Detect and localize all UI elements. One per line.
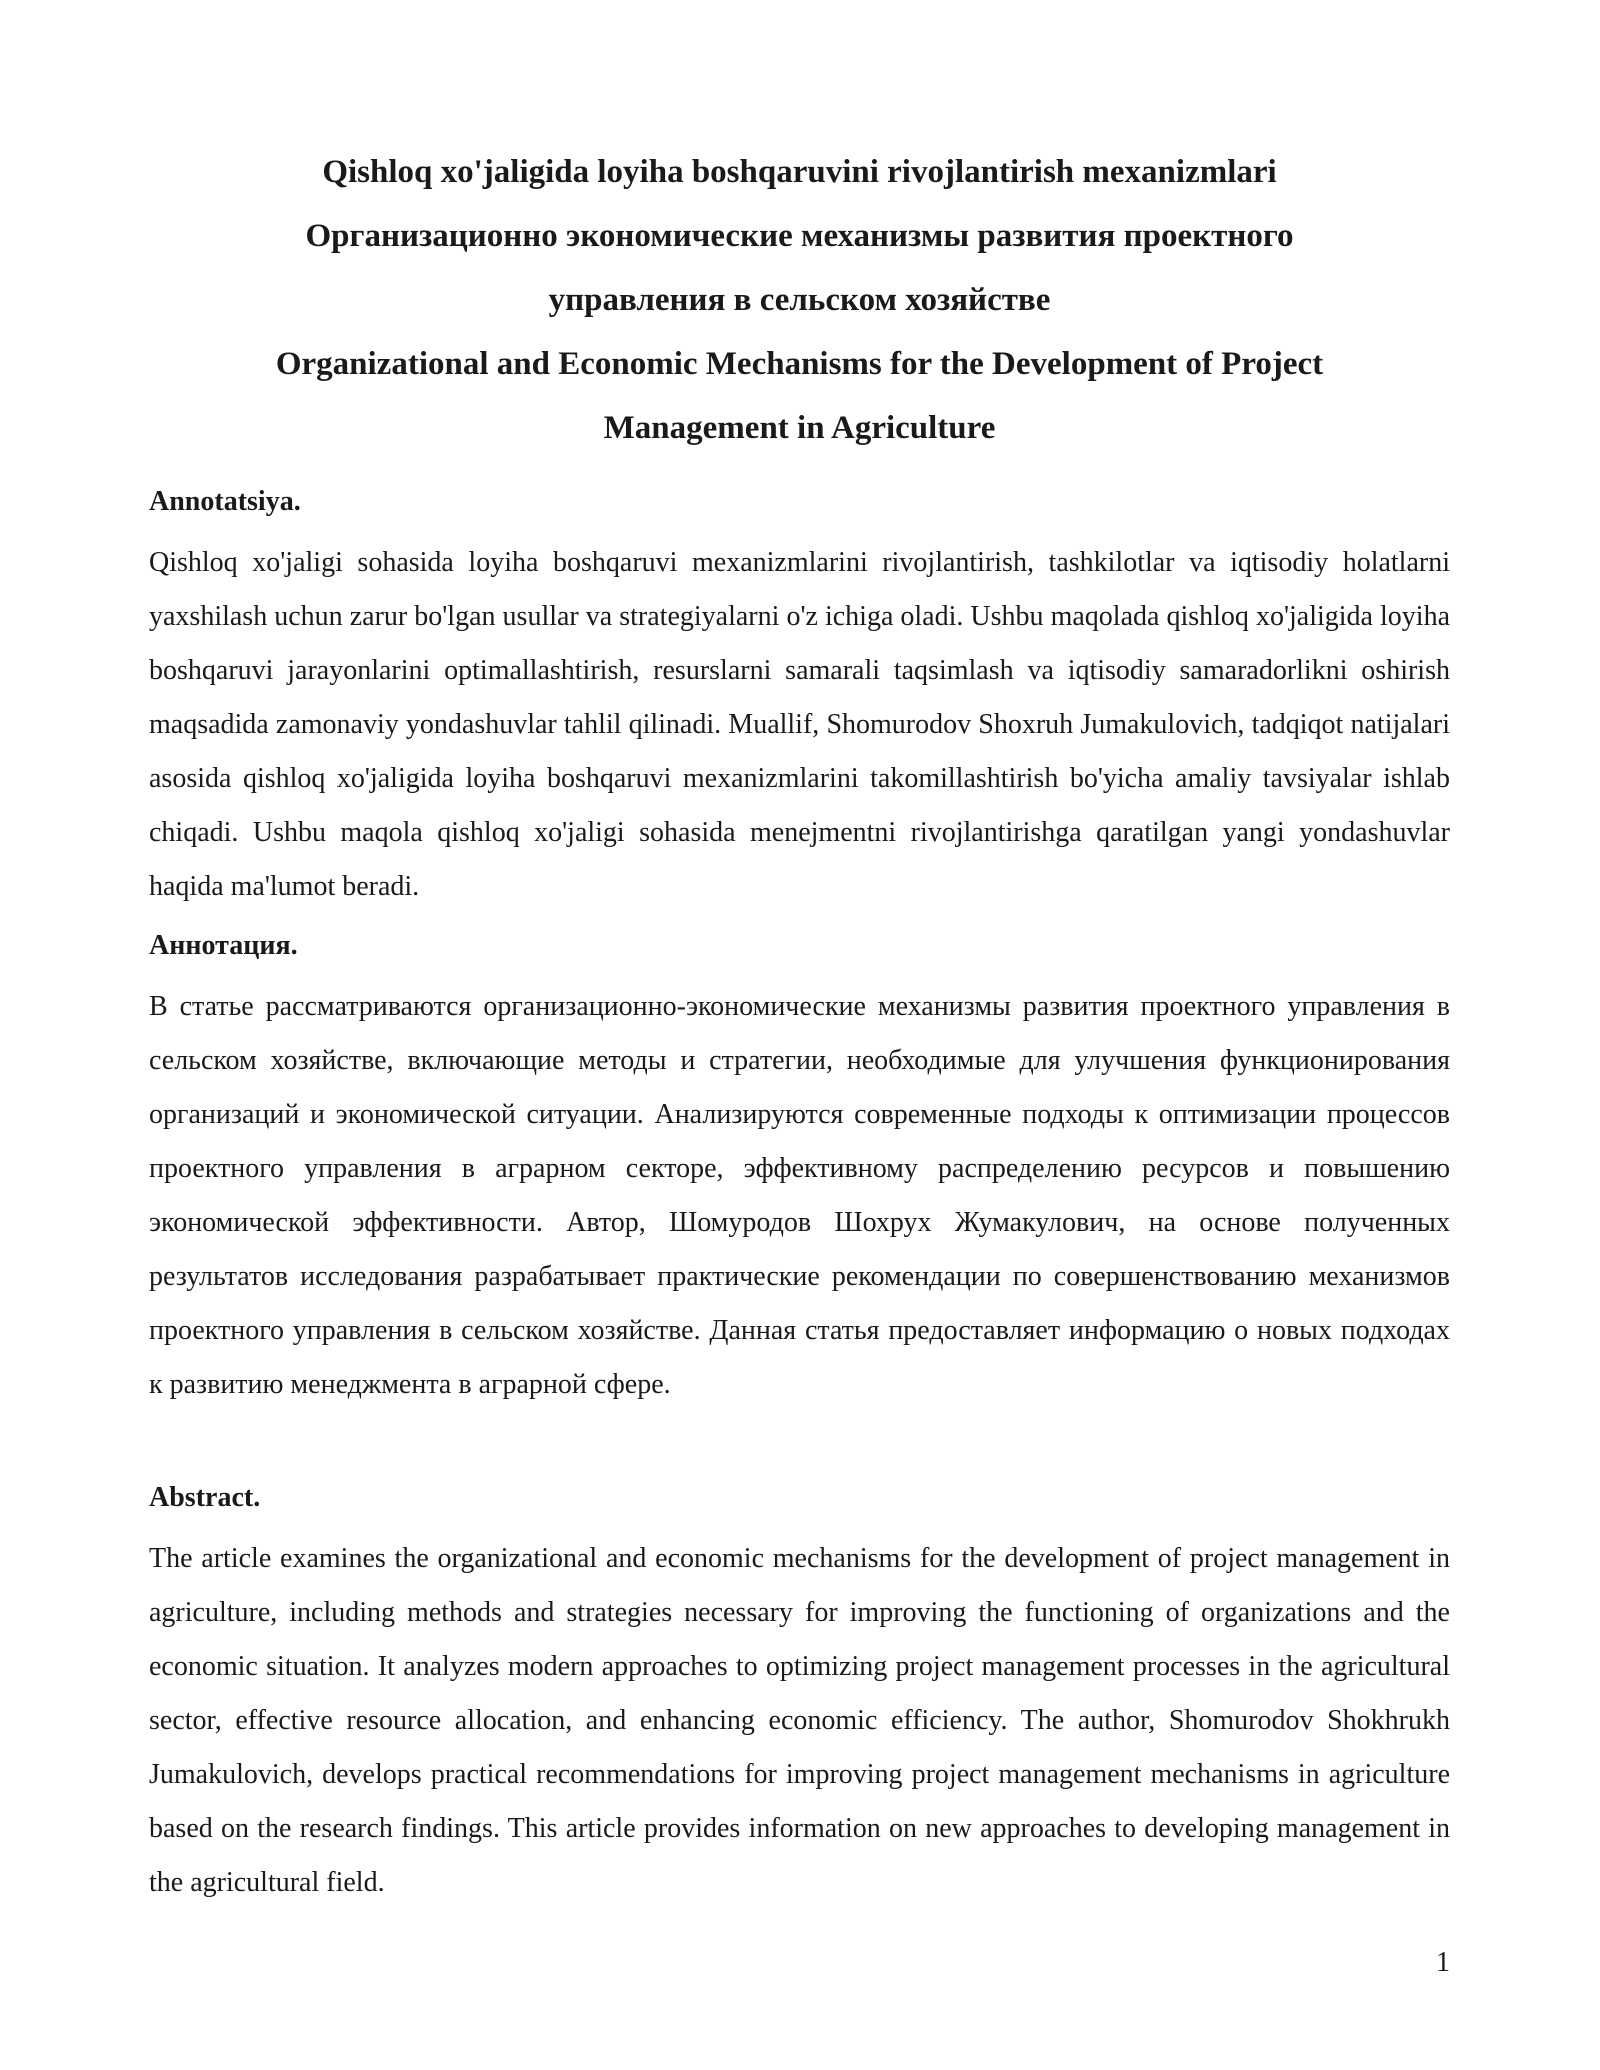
title-russian-line1: Организационно экономические механизмы развития проектного [305, 218, 1294, 254]
title-block [149, 140, 1450, 460]
annotation-russian-heading: Аннотация. [149, 930, 298, 961]
annotation-russian-section [149, 926, 1450, 1412]
title-russian-line2: управления в сельском хозяйстве [548, 282, 1051, 318]
annotation-russian-text: В статье рассматриваются организационно-экономические механизмы развития проектного управления в сельском хозяйстве, включающие методы и стратегии, необходимые для улучшения функционирования организаций и экономической ситуации. Анализируются современные подходы к оптимизации процессов проектного управления в аграрном секторе, эффективному распределению ресурсов и повышению экономической эффективности. Автор, Шомуродов Шохрух Жумакулович, на основе полученных результатов исследования разрабатывает практические рекомендации по совершенствованию механизмов проектного управления в сельском хозяйстве. Данная статья предоставляет информацию о новых подходах к развитию менеджмента в аграрной сфере. [149, 991, 1450, 1400]
annotation-uzbek-heading: Annotatsiya. [149, 486, 301, 517]
title-english-line2: Management in Agriculture [603, 410, 996, 446]
document-page [149, 0, 1450, 2070]
title-english-line1: Organizational and Economic Mechanisms for the Development of Project [275, 346, 1324, 382]
abstract-english-section [149, 1478, 1450, 1910]
abstract-english-text: The article examines the organizational and economic mechanisms for the development of project management in agriculture, including methods and strategies necessary for improving the functioning of organizations and the economic situation. It analyzes modern approaches to optimizing project management processes in the agricultural sector, effective resource allocation, and enhancing economic efficiency. The author, Shomurodov Shokhrukh Jumakulovich, develops practical recommendations for improving project management mechanisms in agriculture based on the research findings. This article provides information on new approaches to developing management in the agricultural field. [149, 1543, 1450, 1898]
title-uzbek: Qishloq xo'jaligida loyiha boshqaruvini rivojlantirish mexanizmlari [322, 154, 1277, 190]
annotation-uzbek-text: Qishloq xo'jaligi sohasida loyiha boshqaruvi mexanizmlarini rivojlantirish, tashkilotlar va iqtisodiy holatlarni yaxshilash uchun zarur bo'lgan usullar va strategiyalarni o'z ichiga oladi. Ushbu maqolada qishloq xo'jaligida loyiha boshqaruvi jarayonlarini optimallashtirish, resurslarni samarali taqsimlash va iqtisodiy samaradorlikni oshirish maqsadida zamonaviy yondashuvlar tahlil qilinadi. Muallif, Shomurodov Shoxruh Jumakulovich, tadqiqot natijalari asosida qishloq xo'jaligida loyiha boshqaruvi mexanizmlarini takomillashtirish bo'yicha amaliy tavsiyalar ishlab chiqadi. Ushbu maqola qishloq xo'jaligi sohasida menejmentni rivojlantirishga qaratilgan yangi yondashuvlar haqida ma'lumot beradi. [149, 547, 1450, 902]
abstract-english-heading: Abstract. [149, 1482, 261, 1513]
page-number: 1 [1436, 1947, 1450, 1978]
annotation-uzbek-section [149, 482, 1450, 914]
